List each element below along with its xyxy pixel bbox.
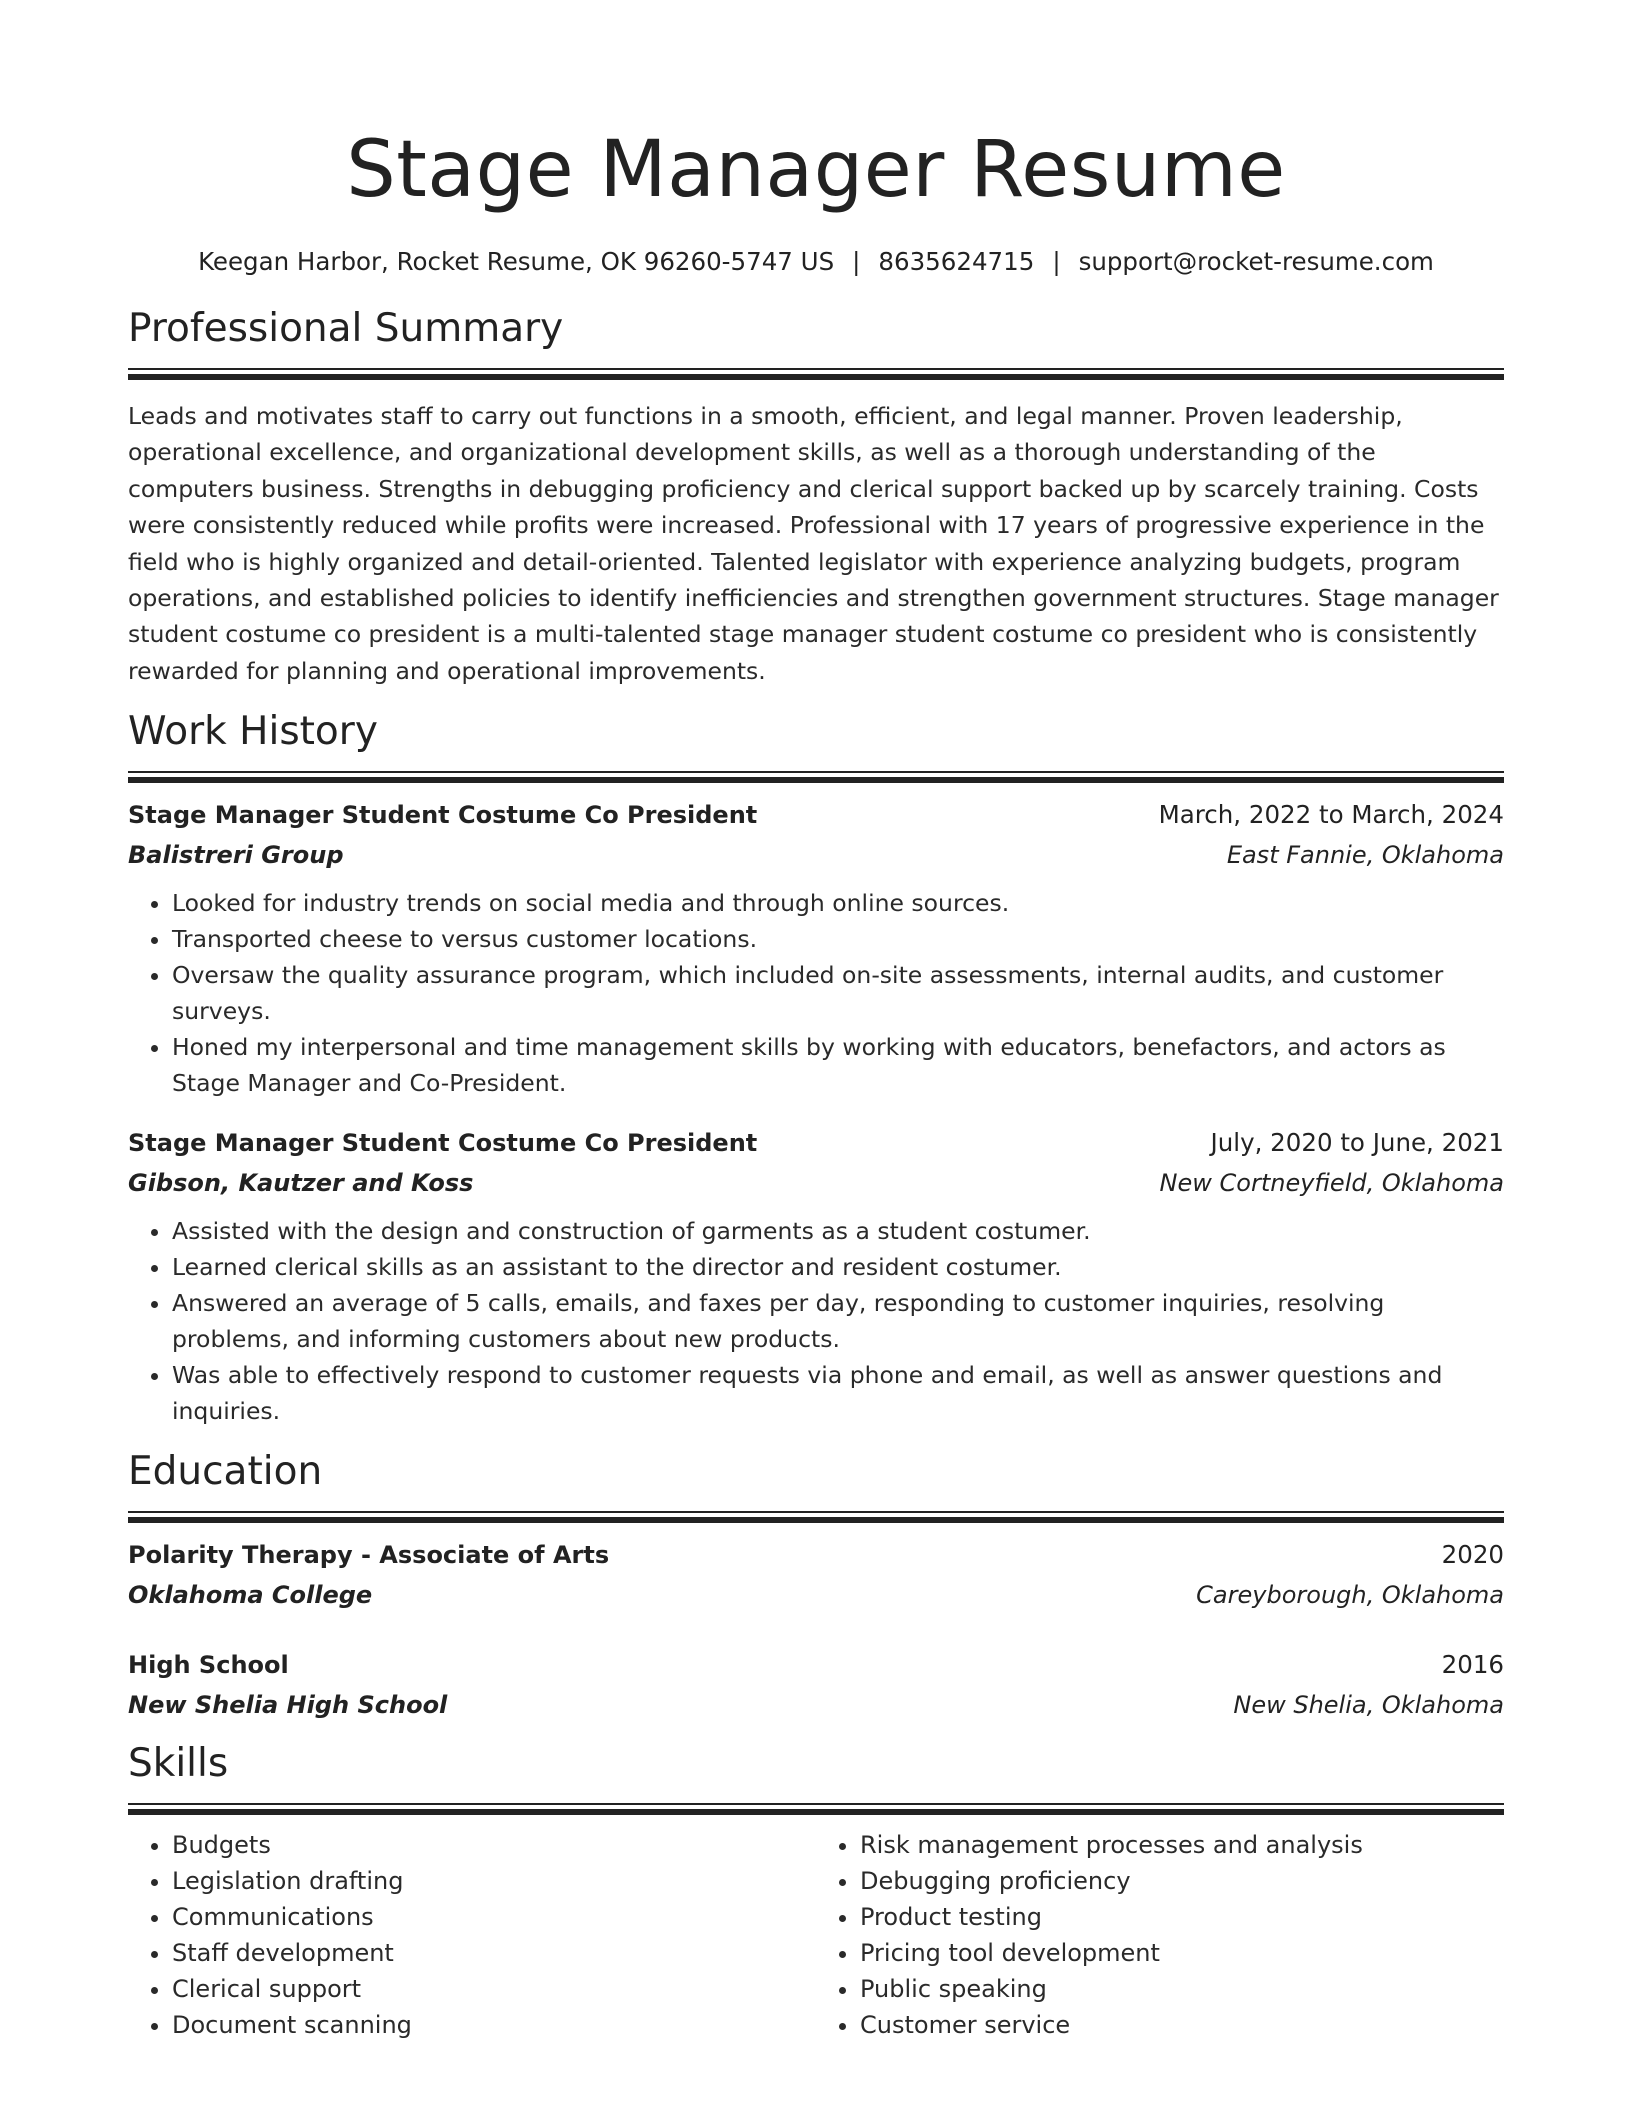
education-school-row	[128, 1575, 1504, 1615]
contact-address: Keegan Harbor, Rocket Resume, OK 96260-5747 US	[198, 247, 835, 276]
skill-item: • Communications	[172, 1899, 816, 1935]
education-location: Careyborough, Oklahoma	[1196, 1581, 1504, 1610]
section-divider	[128, 1511, 1504, 1521]
work-history-section	[128, 707, 1504, 1429]
summary-text: Leads and motivates staff to carry out functions in a smooth, efficient, and legal manner. Proven leadership, operational excellence, and organizational development skills, as well as a thorough understanding of the computers business. Strengths in debugging proficiency and clerical support backed up by scarcely training. Costs were consistently reduced while profits were increased. Professional with 17 years of progressive experience in the field who is highly organized and detail-oriented. Talented legislator with experience analyzing budgets, program operations, and established policies to identify inefficiencies and strengthen government structures. Stage manager student costume co president is a multi-talented stage manager student costume co president who is consistently rewarded for planning and operational improvements.	[128, 402, 1499, 685]
skill-item: • Product testing	[860, 1899, 1504, 1935]
skill-item: • Debugging proficiency	[860, 1863, 1504, 1899]
job-company: Gibson, Kautzer and Koss	[128, 1169, 474, 1198]
job-title: Stage Manager Student Costume Co President	[128, 1129, 758, 1158]
skill-item: • Public speaking	[860, 1971, 1504, 2007]
section-divider	[128, 771, 1504, 781]
education-header-row	[128, 1645, 1504, 1685]
skills-grid	[128, 1827, 1504, 2043]
section-divider	[128, 1803, 1504, 1813]
job-bullet: • Assisted with the design and construction of garments as a student costumer.	[172, 1213, 1504, 1249]
job-entry	[128, 1123, 1504, 1429]
job-location: East Fannie, Oklahoma	[1226, 841, 1504, 870]
education-header-row	[128, 1535, 1504, 1575]
skill-item: • Customer service	[860, 2007, 1504, 2043]
job-bullet: • Honed my interpersonal and time management skills by working with educators, benefactors, and actors as Stage Manager and Co-President.	[172, 1029, 1504, 1101]
education-section	[128, 1447, 1504, 1725]
contact-line	[128, 246, 1504, 278]
job-bullet: • Answered an average of 5 calls, emails, and faxes per day, responding to customer inquiries, resolving problems, and informing customers about new products.	[172, 1285, 1504, 1357]
skills-column-right	[816, 1827, 1504, 2043]
job-dates: March, 2022 to March, 2024	[1158, 800, 1504, 830]
job-company: Balistreri Group	[128, 841, 344, 870]
contact-email[interactable]: support@rocket-resume.com	[1078, 247, 1434, 276]
contact-separator: |	[1052, 247, 1061, 276]
education-school-row	[128, 1685, 1504, 1725]
job-bullet: • Looked for industry trends on social media and through online sources.	[172, 885, 1504, 921]
education-school: Oklahoma College	[128, 1581, 373, 1610]
education-heading: Education	[128, 1449, 323, 1495]
job-dates: July, 2020 to June, 2021	[1210, 1128, 1504, 1158]
education-school: New Shelia High School	[128, 1691, 448, 1720]
job-company-row	[128, 1163, 1504, 1203]
education-entry	[128, 1535, 1504, 1615]
skills-section	[128, 1739, 1504, 2043]
education-entry	[128, 1645, 1504, 1725]
skill-item: • Risk management processes and analysis	[860, 1827, 1504, 1863]
resume-title: Stage Manager Resume	[346, 125, 1286, 215]
job-location: New Cortneyfield, Oklahoma	[1159, 1169, 1504, 1198]
education-year: 2020	[1441, 1540, 1504, 1570]
work-history-heading: Work History	[128, 709, 378, 755]
contact-separator: |	[852, 247, 861, 276]
job-header-row	[128, 795, 1504, 835]
job-bullet: • Oversaw the quality assurance program, which included on-site assessments, internal audits, and customer surveys.	[172, 957, 1504, 1029]
education-degree: High School	[128, 1651, 289, 1680]
education-year: 2016	[1441, 1650, 1504, 1680]
job-bullets	[128, 1213, 1504, 1429]
skill-item: • Document scanning	[172, 2007, 816, 2043]
job-header-row	[128, 1123, 1504, 1163]
education-location: New Shelia, Oklahoma	[1233, 1691, 1504, 1720]
skill-item: • Budgets	[172, 1827, 816, 1863]
job-bullets	[128, 885, 1504, 1101]
skill-item: • Legislation drafting	[172, 1863, 816, 1899]
job-title: Stage Manager Student Costume Co President	[128, 801, 758, 830]
job-bullet: • Was able to effectively respond to customer requests via phone and email, as well as answer questions and inquiries.	[172, 1357, 1504, 1429]
job-entry	[128, 795, 1504, 1101]
contact-phone[interactable]: 8635624715	[878, 247, 1035, 276]
skill-item: • Clerical support	[172, 1971, 816, 2007]
education-degree: Polarity Therapy - Associate of Arts	[128, 1541, 610, 1570]
skills-column-left	[128, 1827, 816, 2043]
summary-heading: Professional Summary	[128, 306, 564, 351]
skill-item: • Staff development	[172, 1935, 816, 1971]
job-company-row	[128, 835, 1504, 875]
job-bullet: • Learned clerical skills as an assistant to the director and resident costumer.	[172, 1249, 1504, 1285]
skills-heading: Skills	[128, 1741, 229, 1787]
section-divider	[128, 368, 1504, 378]
skill-item: • Pricing tool development	[860, 1935, 1504, 1971]
job-bullet: • Transported cheese to versus customer locations.	[172, 921, 1504, 957]
summary-section	[128, 304, 1504, 689]
